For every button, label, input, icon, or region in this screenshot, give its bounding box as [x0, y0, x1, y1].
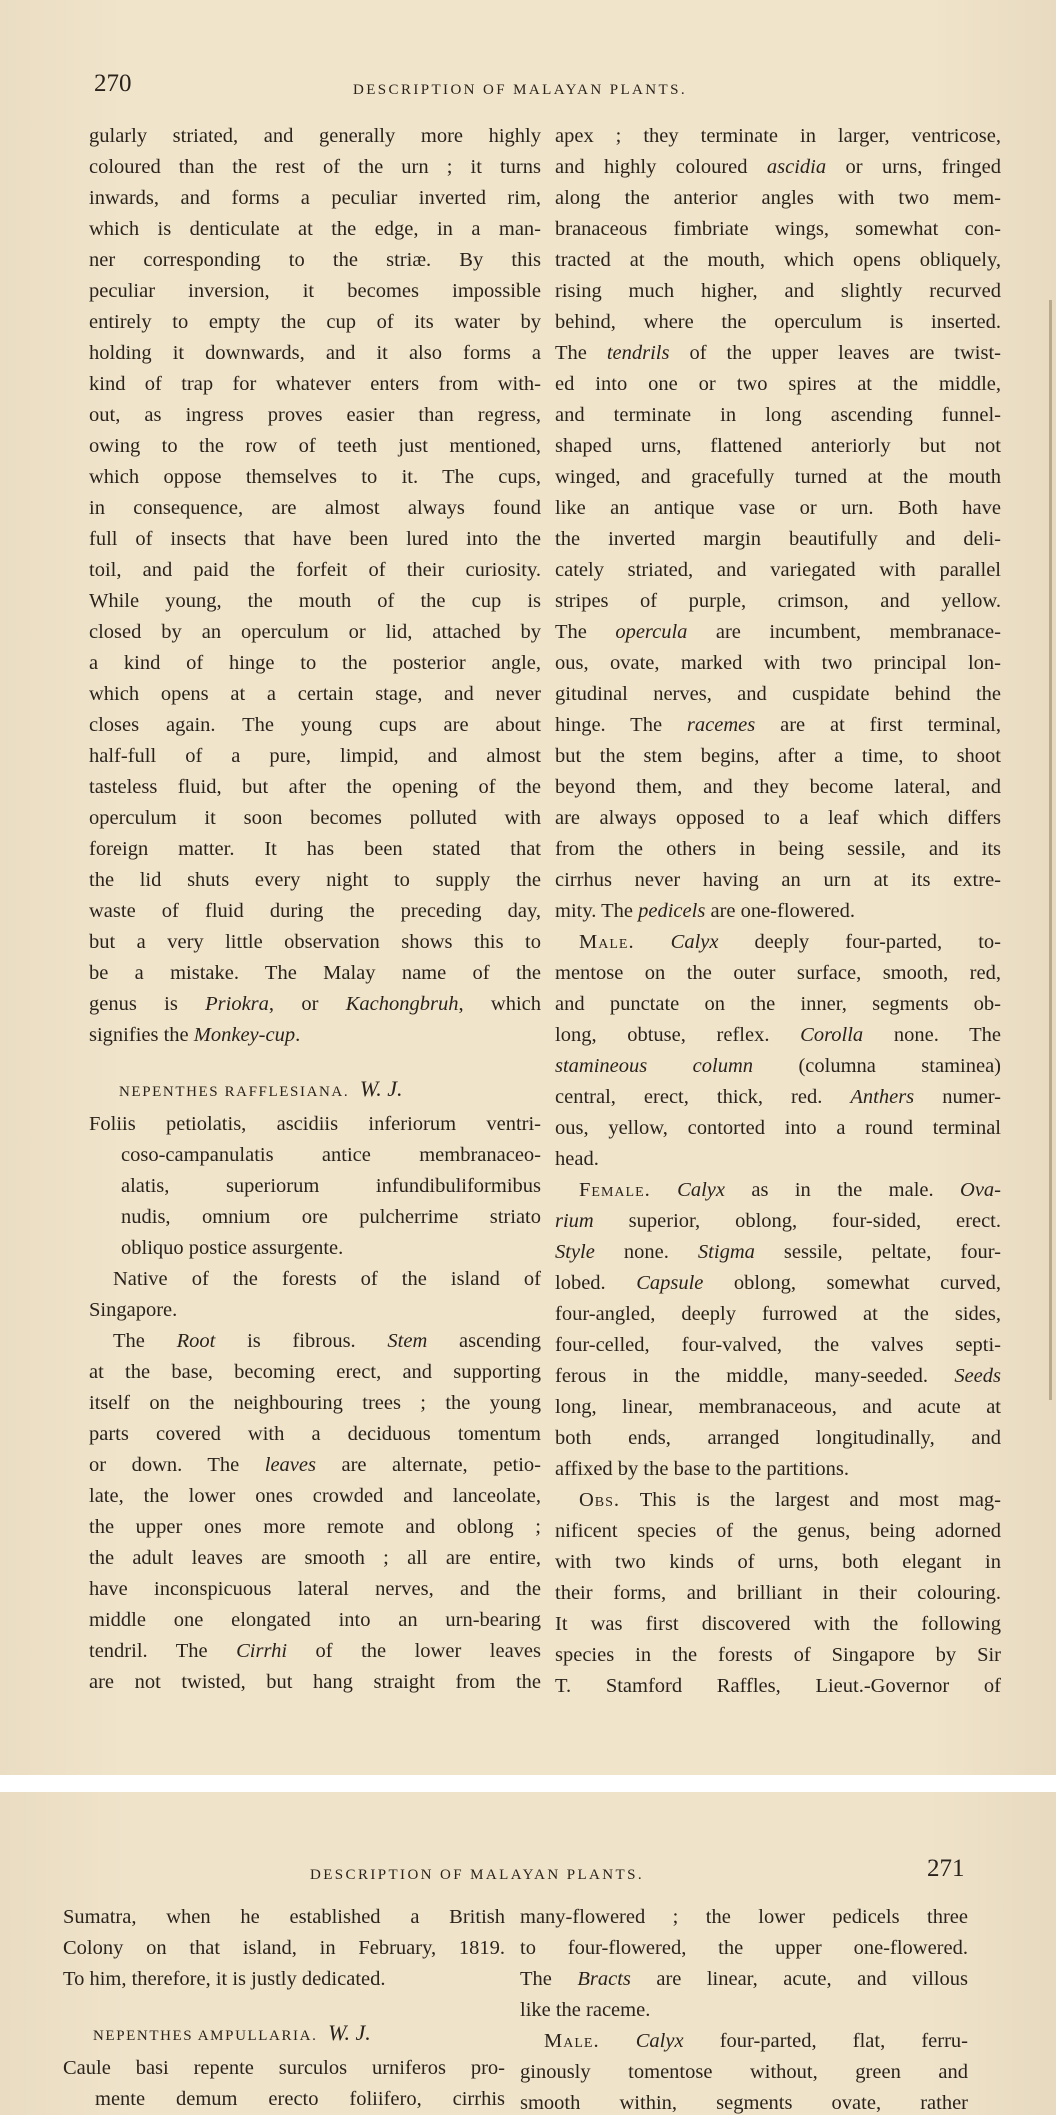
text-line: waste of fluid during the preceding day, — [89, 900, 541, 922]
text-line: four-angled, deeply furrowed at the sides, — [555, 1303, 1001, 1325]
text-line: along the anterior angles with two mem- — [555, 187, 1001, 209]
text-line: toil, and paid the forfeit of their curiosity. — [89, 559, 541, 581]
text-line: obliquo postice assurgente. — [121, 1237, 344, 1259]
text-line: in consequence, are almost always found — [89, 497, 541, 519]
text-line: closed by an operculum or lid, attached by — [89, 621, 541, 643]
text-line: Sumatra, when he established a British — [63, 1906, 505, 1928]
left-column — [63, 1902, 505, 2115]
latin-diagnosis — [63, 2053, 505, 2115]
urn-continuation-paragraph — [555, 121, 1001, 927]
text-line: late, the lower ones crowded and lanceolate, — [89, 1485, 541, 1507]
page-edge-shadow — [1049, 300, 1052, 1400]
text-line: Obs. This is the largest and most mag- — [579, 1489, 1001, 1511]
text-line: at the base, becoming erect, and supporting — [89, 1361, 541, 1383]
text-line: kind of trap for whatever enters from with- — [89, 373, 541, 395]
text-line: To him, therefore, it is justly dedicated. — [63, 1968, 386, 1990]
text-line: but the stem begins, after a time, to shoot — [555, 745, 1001, 767]
running-head: DESCRIPTION OF MALAYAN PLANTS. — [353, 82, 687, 98]
text-line: Style none. Stigma sessile, peltate, four- — [555, 1241, 1001, 1263]
text-line: ferous in the middle, many-seeded. Seeds — [555, 1365, 1001, 1387]
text-line: inwards, and forms a peculiar inverted rim, — [89, 187, 541, 209]
text-line: itself on the neighbouring trees ; the young — [89, 1392, 541, 1414]
text-line: which oppose themselves to it. The cups, — [89, 466, 541, 488]
text-line: Caule basi repente surculos urniferos pro- — [63, 2057, 505, 2079]
italic-monkey-cup: Monkey-cup — [193, 1024, 296, 1046]
page-number: 270 — [94, 70, 132, 97]
text-line: stripes of purple, crimson, and yellow. — [555, 590, 1001, 612]
text-line: tracted at the mouth, which opens obliquely, — [555, 249, 1001, 271]
raceme-paragraph — [520, 1902, 968, 2026]
text-line: coloured than the rest of the urn ; it turns — [89, 156, 541, 178]
male-flower-paragraph — [520, 2026, 968, 2115]
text-line: but a very little observation shows this to — [89, 931, 541, 953]
text-line: long, obtuse, reflex. Corolla none. The — [555, 1024, 1001, 1046]
text-line: ner corresponding to the striæ. By this — [89, 249, 541, 271]
text-line: many-flowered ; the lower pedicels three — [520, 1906, 968, 1928]
right-column — [555, 121, 1001, 1702]
text-line: behind, where the operculum is inserted. — [555, 311, 1001, 333]
text-line: long, linear, membranaceous, and acute at — [555, 1396, 1001, 1418]
text-line: lobed. Capsule oblong, somewhat curved, — [555, 1272, 1002, 1294]
text-line: rising much higher, and slightly recurved — [555, 280, 1001, 302]
text-line: Male. Calyx deeply four-parted, to- — [579, 931, 1001, 953]
dedication-paragraph — [63, 1902, 505, 1995]
text-line: full of insects that have been lured into the — [89, 528, 541, 550]
text-line: Colony on that island, in February, 1819. — [63, 1937, 505, 1959]
text-line: mity. The pedicels are one-flowered. — [555, 900, 855, 922]
text-line: alatis, superiorum infundibuliformibus — [121, 1175, 541, 1197]
text-line: It was first discovered with the following — [555, 1613, 1001, 1635]
text-line: central, erect, thick, red. Anthers numer- — [555, 1086, 1001, 1108]
text-line: the adult leaves are smooth ; all are entire, — [89, 1547, 541, 1569]
species-heading-ampullaria: NEPENTHES AMPULLARIA. W. J. — [93, 2020, 371, 2045]
text-line: parts covered with a deciduous tomentum — [89, 1423, 541, 1445]
text-line: tasteless fluid, but after the opening of the — [89, 776, 541, 798]
text-line: Singapore. — [89, 1299, 178, 1321]
italic-kachongbruh: Kachongbruh — [345, 993, 459, 1015]
text-line: branaceous fimbriate wings, somewhat con- — [555, 218, 1001, 240]
text-line: which is denticulate at the edge, in a man- — [89, 218, 541, 240]
text-line: and terminate in long ascending funnel- — [555, 404, 1001, 426]
female-flower-paragraph — [555, 1175, 1001, 1485]
page-number: 271 — [927, 1855, 965, 1882]
text-line: closes again. The young cups are about — [89, 714, 541, 736]
text-line: both ends, arranged longitudinally, and — [555, 1427, 1001, 1449]
text-line: The opercula are incumbent, membranace- — [555, 621, 1001, 643]
text-line: which opens at a certain stage, and never — [89, 683, 541, 705]
text-line: half-full of a pure, limpid, and almost — [89, 745, 541, 767]
text-line: genus is Priokra, or Kachongbruh, which — [89, 993, 542, 1015]
male-flower-paragraph — [555, 927, 1001, 1175]
text-line: middle one elongated into an urn-bearing — [89, 1609, 541, 1631]
text-line: owing to the row of teeth just mentioned, — [89, 435, 541, 457]
text-line: The Bracts are linear, acute, and villous — [520, 1968, 968, 1990]
text-line: to four-flowered, the upper one-flowered. — [520, 1937, 968, 1959]
text-line: cirrhus never having an urn at its extre- — [555, 869, 1001, 891]
text-line: While young, the mouth of the cup is — [89, 590, 541, 612]
species-heading-rafflesiana: NEPENTHES RAFFLESIANA. W. J. — [119, 1076, 403, 1101]
text-line: smooth within, segments ovate, rather — [520, 2092, 968, 2114]
text-line: hinge. The racemes are at first terminal, — [555, 714, 1001, 736]
text-line: T. Stamford Raffles, Lieut.-Governor of — [555, 1675, 1001, 1697]
text-line: the inverted margin beautifully and deli- — [555, 528, 1001, 550]
text-line: The Root is fibrous. Stem ascending — [113, 1330, 541, 1352]
text-line: stamineous column (columna staminea) — [555, 1055, 1001, 1077]
text-line: holding it downwards, and it also forms a — [89, 342, 541, 364]
text-line: signifies the Monkey-cup. — [89, 1024, 301, 1046]
species-author: W. J. — [359, 1076, 403, 1101]
text-line: the lid shuts every night to supply the — [89, 869, 541, 891]
text-line: nificent species of the genus, being adorned — [555, 1520, 1001, 1542]
page-271 — [0, 1792, 1056, 2115]
text-line: Male. Calyx four-parted, flat, ferru- — [544, 2030, 969, 2052]
text-line: be a mistake. The Malay name of the — [89, 962, 541, 984]
text-line: are always opposed to a leaf which differs — [555, 807, 1001, 829]
text-line: a kind of hinge to the posterior angle, — [89, 652, 541, 674]
text-line: from the others in being sessile, and its — [555, 838, 1001, 860]
text-line: apex ; they terminate in larger, ventricose, — [555, 125, 1001, 147]
latin-diagnosis — [89, 1109, 541, 1264]
text-line: out, as ingress proves easier than regress, — [89, 404, 541, 426]
text-line: mente demum erecto foliifero, cirrhis — [95, 2088, 505, 2110]
text-line: foreign matter. It has been stated that — [89, 838, 541, 860]
habitat-paragraph — [89, 1264, 541, 1326]
text-line: like the raceme. — [520, 1999, 651, 2021]
text-line: like an antique vase or urn. Both have — [555, 497, 1001, 519]
text-line: or down. The leaves are alternate, petio- — [89, 1454, 541, 1476]
text-line: ginously tomentose without, green and — [520, 2061, 968, 2083]
text-line: with two kinds of urns, both elegant in — [555, 1551, 1001, 1573]
text-line: four-celled, four-valved, the valves septi- — [555, 1334, 1001, 1356]
text-line: ed into one or two spires at the middle, — [555, 373, 1001, 395]
text-line: are not twisted, but hang straight from the — [89, 1671, 541, 1693]
text-line: head. — [555, 1148, 599, 1170]
text-line: tendril. The Cirrhi of the lower leaves — [89, 1640, 541, 1662]
left-column — [89, 121, 541, 1698]
text-line: have inconspicuous lateral nerves, and the — [89, 1578, 541, 1600]
text-line: and punctate on the inner, segments ob- — [555, 993, 1001, 1015]
text-line: peculiar inversion, it becomes impossible — [89, 280, 541, 302]
text-line: cately striated, and variegated with parallel — [555, 559, 1001, 581]
text-line: gularly striated, and generally more highly — [89, 125, 541, 147]
text-line: ous, ovate, marked with two principal lon- — [555, 652, 1001, 674]
species-author: W. J. — [328, 2020, 371, 2045]
text-line: The tendrils of the upper leaves are twist- — [555, 342, 1001, 364]
text-line: Female. Calyx as in the male. Ova- — [579, 1179, 1002, 1201]
root-paragraph — [89, 1326, 541, 1698]
text-line: nudis, omnium ore pulcherrime striato — [121, 1206, 541, 1228]
text-line: mentose on the outer surface, smooth, red, — [555, 962, 1001, 984]
text-line: entirely to empty the cup of its water by — [89, 311, 541, 333]
text-line: their forms, and brilliant in their colouring. — [555, 1582, 1001, 1604]
running-head: DESCRIPTION OF MALAYAN PLANTS. — [310, 1867, 644, 1883]
text-line: operculum it soon becomes polluted with — [89, 807, 541, 829]
text-line: beyond them, and they become lateral, and — [555, 776, 1001, 798]
text-line: winged, and gracefully turned at the mouth — [555, 466, 1001, 488]
text-line: gitudinal nerves, and cuspidate behind the — [555, 683, 1001, 705]
text-line: coso-campanulatis antice membranaceo- — [121, 1144, 541, 1166]
right-column — [520, 1902, 968, 2115]
italic-priokra: Priokra — [205, 993, 269, 1015]
text-line: affixed by the base to the partitions. — [555, 1458, 849, 1480]
text-line: species in the forests of Singapore by Sir — [555, 1644, 1001, 1666]
text-line: the upper ones more remote and oblong ; — [89, 1516, 541, 1538]
text-line: shaped urns, flattened anteriorly but not — [555, 435, 1001, 457]
text-line: Foliis petiolatis, ascidiis inferiorum ventri- — [89, 1113, 541, 1135]
text-line: ous, yellow, contorted into a round terminal — [555, 1117, 1001, 1139]
text-line: rium superior, oblong, four-sided, erect. — [555, 1210, 1001, 1232]
observation-paragraph — [555, 1485, 1001, 1702]
urn-description-paragraph — [89, 121, 541, 1051]
text-line: Native of the forests of the island of — [113, 1268, 541, 1290]
text-line: and highly coloured ascidia or urns, fringed — [555, 156, 1001, 178]
